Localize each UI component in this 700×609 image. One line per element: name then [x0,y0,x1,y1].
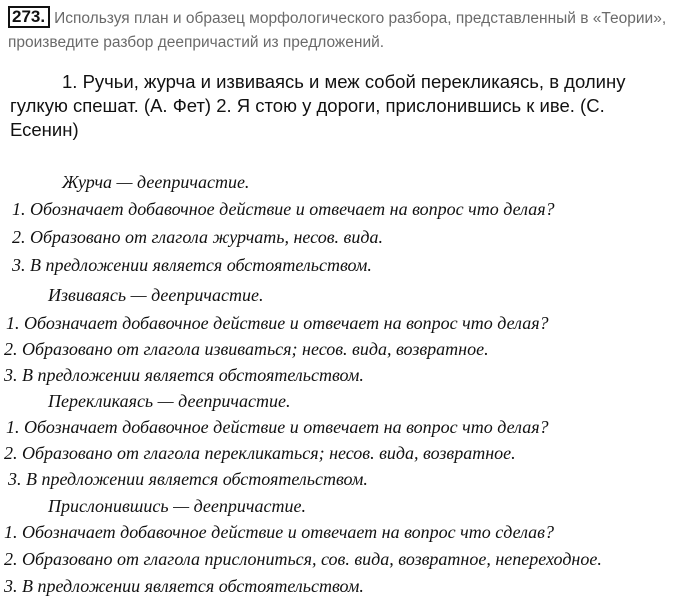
analysis-heading: Перекликаясь — деепричастие. [48,391,291,411]
analysis-heading: Журча — деепричастие. [62,172,250,192]
analysis-point: 1. Обозначает добавочное действие и отвечает на вопрос что делая? [6,417,549,437]
analysis-point: 1. Обозначает добавочное действие и отвечает на вопрос что делая? [12,199,555,219]
analysis-point: 1. Обозначает добавочное действие и отвечает на вопрос что сделав? [4,522,554,542]
analysis-heading: Прислонившись — деепричастие. [48,496,306,516]
analysis-point: 2. Образовано от глагола перекликаться; несов. вида, возвратное. [4,443,516,463]
analysis-point: 3. В предложении является обстоятельством. [12,255,372,275]
analysis-heading: Извиваясь — деепричастие. [48,285,264,305]
analysis-point: 1. Обозначает добавочное действие и отвечает на вопрос что делая? [6,313,549,333]
analysis-point: 3. В предложении является обстоятельством. [4,576,364,596]
analysis-point: 2. Образовано от глагола прислониться, сов. вида, возвратное, непереходное. [4,549,602,569]
exercise-text: 1. Ручьи, журча и извиваясь и меж собой перекликаясь, в долину гулкую спешат. (А. Фет) 2. Я стою у дороги, прислонившись к иве. (С. Есенин) [10,71,626,140]
analysis-point: 2. Образовано от глагола журчать, несов. вида. [12,227,383,247]
task-number: 273. [8,6,50,28]
task-header [8,6,688,55]
analysis-point: 3. В предложении является обстоятельством. [8,469,368,489]
analysis-point: 3. В предложении является обстоятельством. [4,365,364,385]
analysis-point: 2. Образовано от глагола извиваться; несов. вида, возвратное. [4,339,489,359]
task-instruction: Используя план и образец морфологического разбора, представленный в «Теории», произведите разбор деепричастий из предложений. [8,10,667,51]
